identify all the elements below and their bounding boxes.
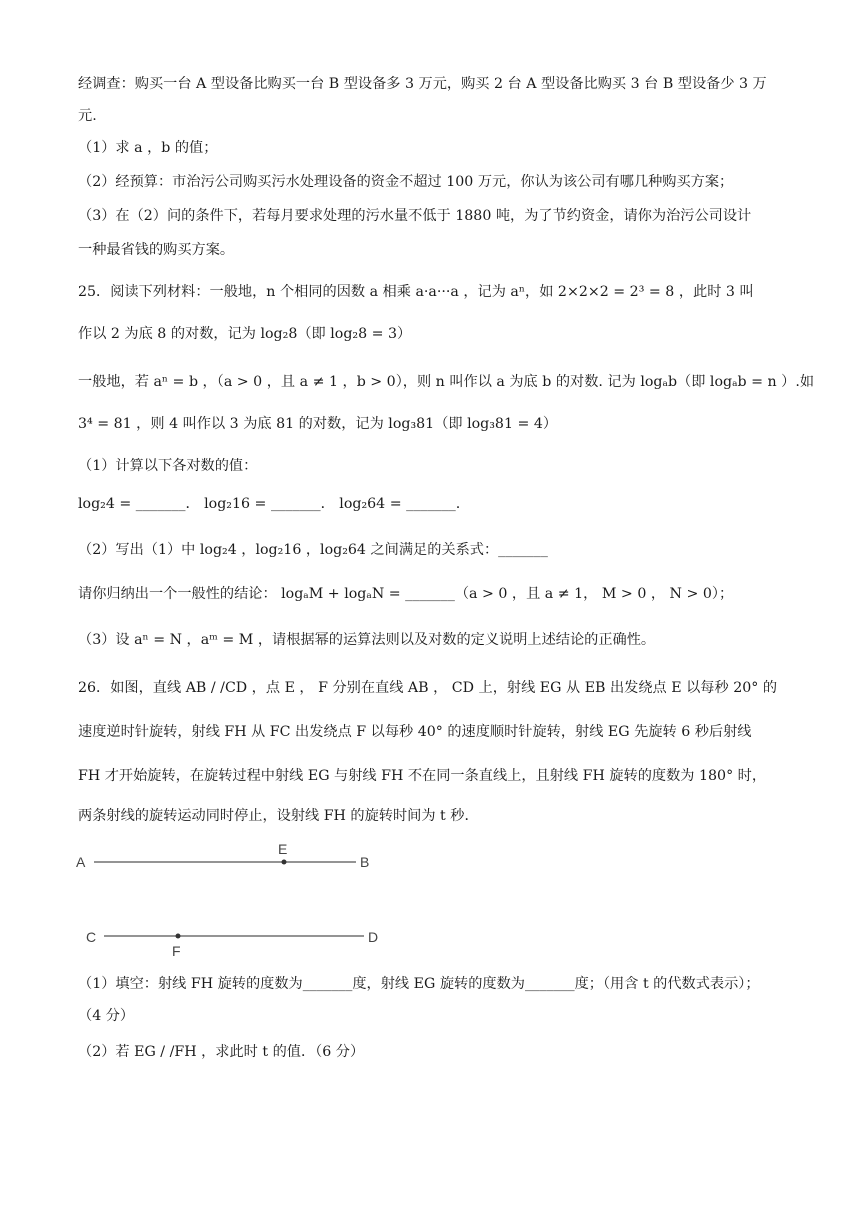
text-line: 作以 2 为底 8 的对数，记为 log₂8（即 log₂8 = 3） [78, 326, 412, 342]
text-line: （2）经预算：市治污公司购买污水处理设备的资金不超过 100 万元，你认为该公司有哪几种购买方案； [78, 174, 734, 190]
text-line: 一般地，若 aⁿ = b ，（a > 0 ，且 a ≠ 1 ，b > 0），则 n 叫作以 a 为底 b 的对数. 记为 logₐb（即 logₐb = n ）.如 [78, 374, 815, 390]
text-line: 经调查：购买一台 A 型设备比购买一台 B 型设备多 3 万元，购买 2 台 A 型设备比购买 3 台 B 型设备少 3 万 [78, 76, 767, 92]
text-line: 请你归纳出一个一般性的结论： logₐM + logₐN = _______（a > 0 ，且 a ≠ 1， M > 0 ， N > 0）； [78, 586, 734, 602]
text-line: 两条射线的旋转运动同时停止，设射线 FH 的旋转时间为 t 秒． [78, 808, 479, 824]
label-f: F [172, 943, 181, 959]
parallel-lines-figure [70, 836, 400, 966]
text-line: FH 才开始旋转，在旋转过程中射线 EG 与射线 FH 不在同一条直线上，且射线 FH 旋转的度数为 180° 时， [78, 768, 767, 784]
text-line: （3）设 aⁿ = N ，aᵐ = M ，请根据幂的运算法则以及对数的定义说明上述结论的正确性。 [78, 632, 656, 648]
text-line: 26．如图，直线 AB / /CD ，点 E ， F 分别在直线 AB ， CD 上，射线 EG 从 EB 出发绕点 E 以每秒 20° 的 [78, 680, 778, 696]
text-line: 元. [78, 108, 97, 124]
text-line: （2）若 EG / /FH ，求此时 t 的值．（6 分） [78, 1044, 365, 1060]
point-e [282, 860, 287, 865]
label-a: A [76, 854, 86, 870]
text-line: （4 分） [78, 1008, 135, 1024]
text-line: （3）在（2）问的条件下，若每月要求处理的污水量不低于 1880 吨，为了节约资金，请你为治污公司设计 [78, 208, 752, 224]
text-line: log₂4 = _______． log₂16 = _______． log₂64 = _______. [78, 496, 461, 512]
text-line: 速度逆时针旋转，射线 FH 从 FC 出发绕点 F 以每秒 40° 的速度顺时针旋转，射线 EG 先旋转 6 秒后射线 [78, 724, 752, 740]
text-line: （1）计算以下各对数的值： [78, 458, 258, 474]
label-d: D [368, 929, 379, 945]
text-line: （2）写出（1）中 log₂4 ，log₂16 ，log₂64 之间满足的关系式：_______ [78, 542, 548, 558]
text-line: （1）求 a ，b 的值； [78, 140, 218, 156]
text-line: 一种最省钱的购买方案。 [78, 242, 235, 258]
text-line: 25．阅读下列材料：一般地，n 个相同的因数 a 相乘 a·a···a ，记为 aⁿ，如 2×2×2 = 2³ = 8 ，此时 3 叫 [78, 284, 754, 300]
text-line: （1）填空：射线 FH 旋转的度数为_______度，射线 EG 旋转的度数为_______度；（用含 t 的代数式表示）； [78, 976, 760, 992]
point-f [176, 934, 181, 939]
label-c: C [86, 929, 97, 945]
text-line: 3⁴ = 81 ，则 4 叫作以 3 为底 81 的对数，记为 log₃81（即 log₃81 = 4） [78, 416, 558, 432]
label-e: E [278, 841, 288, 857]
label-b: B [360, 854, 370, 870]
